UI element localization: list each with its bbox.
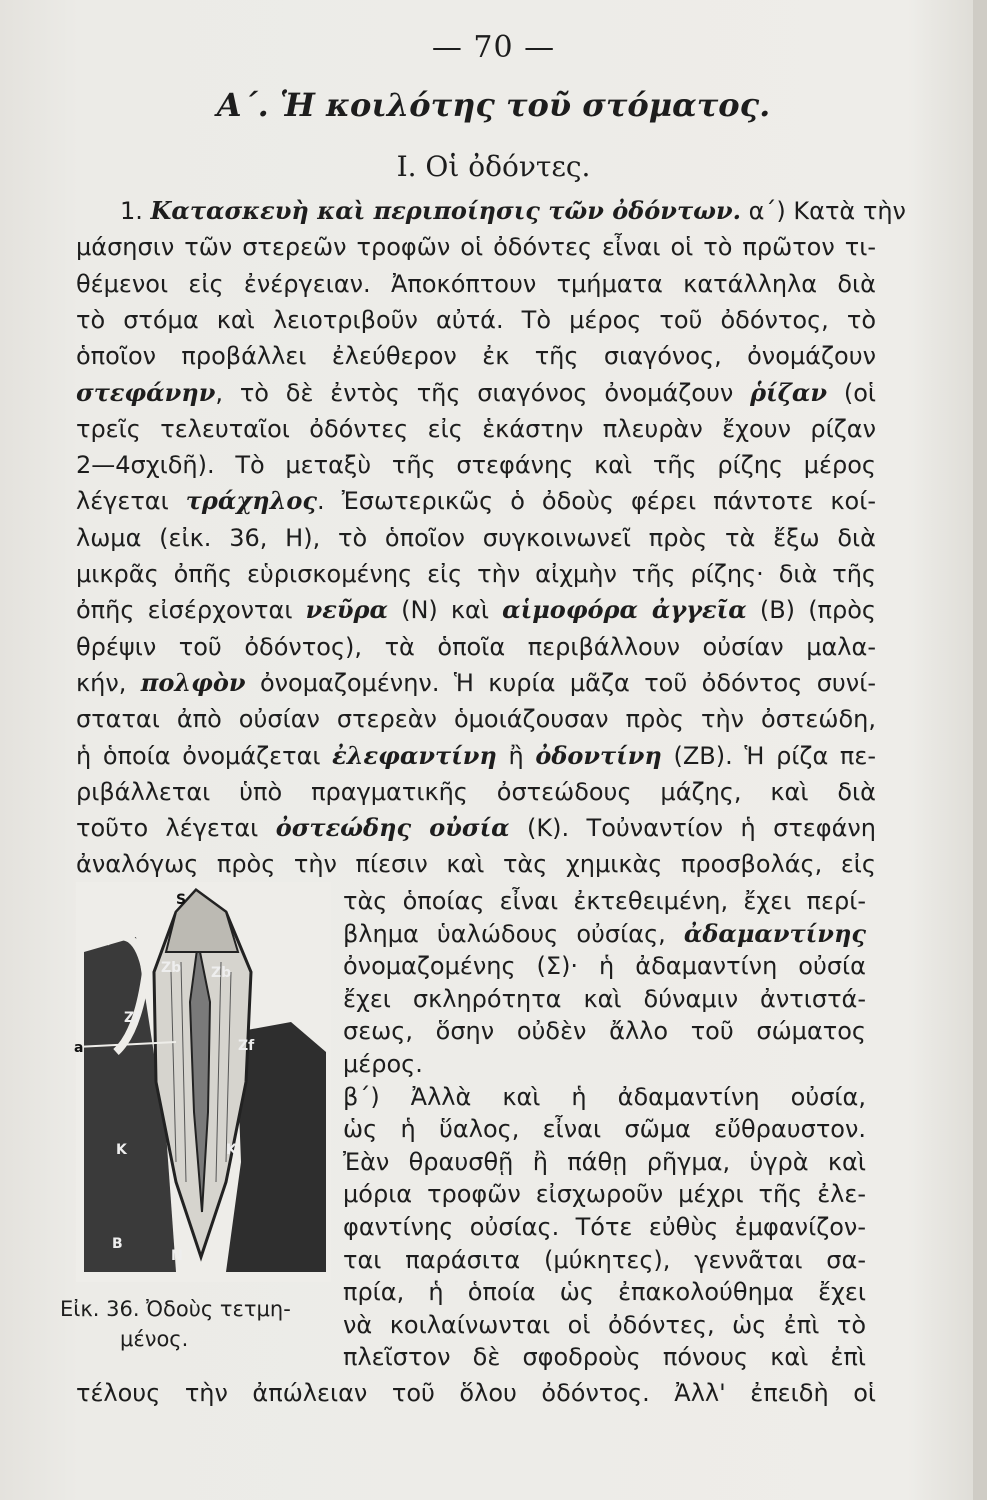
text-run: ἢ [496, 741, 536, 770]
text-line-narrow [343, 1082, 866, 1112]
text-line [76, 704, 876, 734]
text-run: ἀναλόγως πρὸς τὴν πίεσιν καὶ τὰς χημικὰς προσβολάς, εἰς [76, 850, 876, 879]
text-run: τὸ στόμα καὶ λειοτριβοῦν αὐτά. Τὸ μέρος τοῦ ὀδόντος, τὸ [76, 305, 876, 334]
text-run: α΄) Κατὰ τὴν [740, 197, 906, 225]
text-line-narrow [343, 1147, 866, 1177]
text-run: λωμα (εἰκ. 36, Η), τὸ ὁποῖον συγκοινωνεῖ πρὸς τὰ ἔξω διὰ [76, 523, 876, 552]
text-line-narrow [343, 984, 866, 1014]
text-run: (οἱ [827, 378, 876, 407]
text-run: (Β) (πρὸς [746, 596, 877, 625]
text-line [76, 341, 876, 371]
text-run: πλεῖστον δὲ σφοδροὺς πόνους καὶ ἐπὶ [343, 1343, 866, 1372]
label-a: a [74, 1040, 84, 1056]
text-run: μικρᾶς ὀπῆς εὑρισκομένης εἰς τὴν αἰχμὴν τῆς ρίζης· διὰ τῆς [76, 560, 876, 588]
text-run: κήν, [76, 668, 141, 697]
text-line [76, 232, 876, 262]
text-line-narrow [343, 1310, 866, 1340]
text-line [76, 559, 876, 589]
text-line [76, 414, 876, 444]
emphasized-term: αἱμοφόρα ἀγγεῖα [502, 595, 747, 625]
page-number: — 70 — [431, 30, 556, 65]
text-run: τρεῖς τελευταῖοι ὀδόντες εἰς ἑκάστην πλευρὰν ἔχουν ρίζαν [76, 414, 876, 443]
text-line [76, 269, 876, 299]
text-run: σταται ἀπὸ οὐσίαν στερεὰν ὁμοιάζουσαν πρὸς τὴν ὀστεώδη, [76, 705, 876, 734]
text-line [76, 849, 876, 879]
figure-caption-line-1: Εἰκ. 36. Ὀδοὺς τετμη- [60, 1297, 291, 1321]
emphasized-term: τράχηλος [185, 486, 318, 516]
text-line-narrow [343, 919, 866, 949]
text-run: μάσησιν τῶν στερεῶν τροφῶν οἱ ὀδόντες εἶναι οἱ τὸ πρῶτον τι- [76, 233, 876, 262]
emphasized-term: ῥίζαν [750, 377, 827, 407]
emphasized-term: Κατασκευὴ καὶ περιποίησις τῶν ὀδόντων. [150, 196, 741, 225]
text-run: β΄) Ἀλλὰ καὶ ἡ ἀδαμαντίνη οὐσία, [343, 1082, 866, 1111]
text-run: ἡ ὁποία ὀνομάζεται [76, 741, 333, 770]
emphasized-term: ἐλεφαντίνη [332, 740, 497, 770]
text-line [76, 305, 876, 335]
text-run: , τὸ δὲ ἐντὸς τῆς σιαγόνος ὀνομάζουν [215, 378, 751, 407]
text-run: τοῦτο λέγεται [76, 814, 276, 843]
emphasized-term: ὀδοντίνη [535, 740, 662, 770]
text-line-narrow [343, 1245, 866, 1275]
text-line-narrow [343, 1049, 866, 1079]
section-title: Ι. Οἱ ὀδόντες. [396, 150, 591, 183]
text-line-narrow [343, 1179, 866, 1209]
text-line-narrow [343, 1114, 866, 1144]
text-run: Ἐὰν θραυσθῇ ἢ πάθῃ ρῆγμα, ὑγρὰ καὶ [343, 1147, 866, 1176]
text-line-narrow [343, 951, 866, 981]
text-run: ται παράσιτα (μύκητες), γεννᾶται σα- [343, 1245, 866, 1274]
emphasized-term: νεῦρα [305, 595, 388, 625]
text-line [120, 196, 906, 226]
label-zb-2: Zb [211, 965, 232, 981]
text-run: ὀνομαζομένης (Σ)· ἡ ἀδαμαντίνη οὐσία [343, 952, 866, 981]
page-edge [973, 0, 987, 1500]
text-run: ὀνομαζομένην. Ἡ κυρία μᾶζα τοῦ ὀδόντος συνί- [245, 668, 876, 697]
text-run: φαντίνης οὐσίας. Τότε εὐθὺς ἐμφανίζον- [343, 1213, 866, 1241]
tooth-cross-section-figure [76, 882, 331, 1282]
label-zf-2: Zf [238, 1038, 255, 1054]
text-line [76, 595, 876, 625]
text-run: θρέψιν τοῦ ὀδόντος), τὰ ὁποῖα περιβάλλουν οὐσίαν μαλα- [76, 632, 876, 661]
text-run: μέρος. [343, 1050, 423, 1078]
chapter-title: Α΄. Ἡ κοιλότης τοῦ στόματος. [216, 86, 771, 124]
text-line [76, 777, 876, 807]
figure-caption-line-2: μένος. [120, 1327, 189, 1351]
text-run: ἔχει σκληρότητα καὶ δύναμιν ἀντιστά- [343, 984, 866, 1013]
text-run: βλημα ὑαλώδους οὐσίας, [343, 919, 684, 948]
text-run: ὀπῆς εἰσέρχονται [76, 596, 306, 625]
text-run: πρία, ἡ ὁποία ὡς ἐπακολούθημα ἔχει [343, 1278, 866, 1307]
label-k-2: K [226, 1142, 237, 1158]
emphasized-term: στεφάνην [76, 377, 216, 407]
text-run: . Ἐσωτερικῶς ὁ ὀδοὺς φέρει πάντοτε κοί- [317, 487, 877, 516]
label-zf-1: Zf [124, 1010, 141, 1026]
label-s: S [176, 892, 187, 908]
text-line [76, 486, 876, 516]
text-run: 1. [120, 197, 151, 225]
text-run: (Ν) καὶ [387, 596, 503, 625]
emphasized-term: ὀστεώδης οὐσία [275, 813, 510, 843]
text-run: λέγεται [76, 487, 186, 516]
text-line-narrow [343, 886, 866, 916]
text-run: (ΖΒ). Ἡ ρίζα πε- [661, 741, 877, 770]
text-line-narrow [343, 1212, 866, 1242]
text-line [76, 741, 876, 771]
text-run: θέμενοι εἰς ἐνέργειαν. Ἀποκόπτουν τμήματα κατάλληλα διὰ [76, 269, 876, 298]
text-line-narrow [343, 1277, 866, 1307]
text-run: 2—4σχιδῆ). Τὸ μεταξὺ τῆς στεφάνης καὶ τῆς ρίζης μέρος [76, 451, 876, 480]
label-n: N [171, 1248, 183, 1264]
figure-caption [60, 1294, 330, 1354]
text-run: μόρια τροφῶν εἰσχωροῦν μέχρι τῆς ἐλε- [343, 1180, 866, 1209]
text-run: τὰς ὁποίας εἶναι ἐκτεθειμένη, ἔχει περί- [343, 887, 866, 915]
emphasized-term: ἀδαμαντίνης [683, 918, 866, 948]
text-line [76, 523, 876, 553]
text-line [76, 378, 876, 408]
text-run: ὁποῖον προβάλλει ἐλεύθερον ἐκ τῆς σιαγόνος, ὀνομάζουν [76, 342, 876, 371]
text-line-narrow [343, 1016, 866, 1046]
label-zb-1: Zb [161, 960, 182, 976]
text-line [76, 668, 876, 698]
text-run: σεως, ὅσην οὐδὲν ἄλλο τοῦ σώματος [343, 1017, 866, 1046]
last-text-line: τέλους τὴν ἀπώλειαν τοῦ ὅλου ὀδόντος. Ἀλλ' ἐπειδὴ οἱ [76, 1379, 876, 1407]
label-k-1: K [116, 1142, 127, 1158]
text-line [76, 813, 876, 843]
text-run: (Κ). Τοὐναντίον ἡ στεφάνη [509, 814, 877, 843]
emphasized-term: πολφὸν [140, 667, 246, 697]
text-line [76, 450, 876, 480]
text-line-narrow [343, 1342, 866, 1372]
text-run: νὰ κοιλαίνωνται οἱ ὀδόντες, ὡς ἐπὶ τὸ [343, 1310, 866, 1339]
text-run: ριβάλλεται ὑπὸ πραγματικῆς ὀστεώδους μάζης, καὶ διὰ [76, 777, 876, 806]
text-line [76, 632, 876, 662]
text-run: ὡς ἡ ὕαλος, εἶναι σῶμα εὔθραυστον. [343, 1115, 866, 1144]
label-b: B [112, 1236, 123, 1252]
